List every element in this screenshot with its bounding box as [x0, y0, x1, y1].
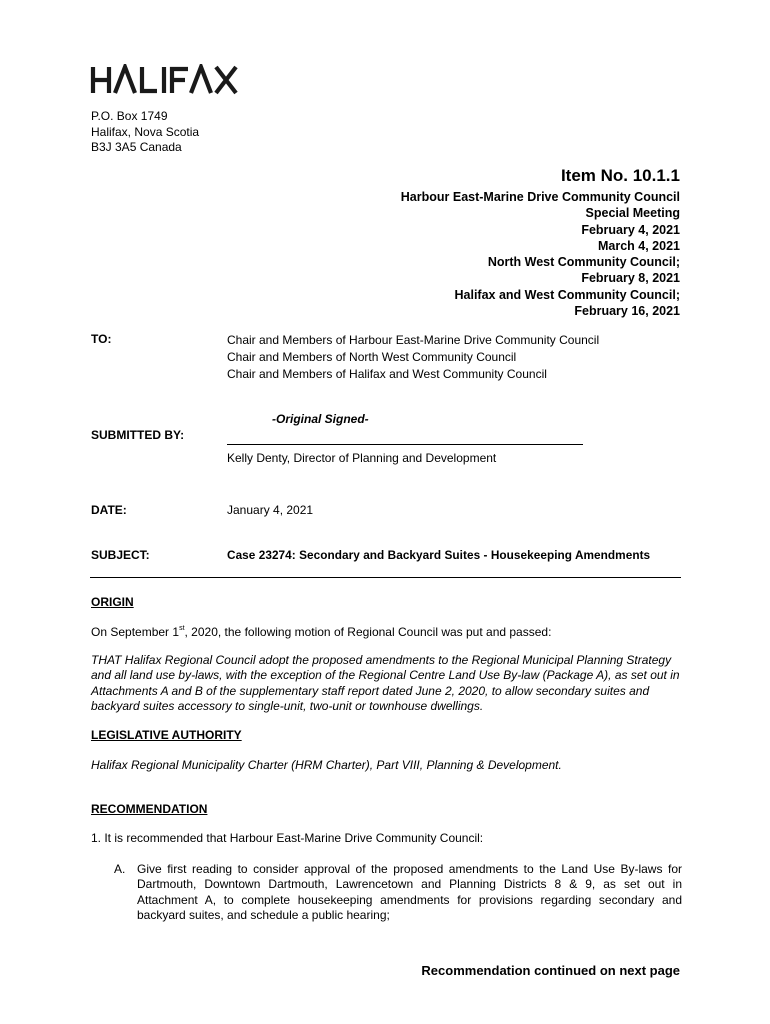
legislative-heading: LEGISLATIVE AUTHORITY: [91, 728, 242, 742]
header-divider: [90, 577, 681, 578]
to-recipients: [227, 332, 599, 383]
recipient-line: Chair and Members of Halifax and West Community Council: [227, 367, 547, 381]
recommendation-heading: RECOMMENDATION: [91, 802, 208, 816]
halifax-logo: [90, 64, 240, 96]
meeting-line: March 4, 2021: [598, 238, 680, 253]
meeting-line: February 16, 2021: [574, 304, 680, 319]
origin-intro: [91, 625, 683, 640]
mailing-address: [91, 109, 199, 156]
submitter-name: Kelly Denty, Director of Planning and Development: [227, 451, 497, 465]
subject-value: Case 23274: Secondary and Backyard Suites - Housekeeping Amendments: [227, 548, 651, 562]
list-marker: A.: [114, 862, 126, 876]
meeting-line: Halifax and West Community Council;: [454, 287, 680, 302]
address-line: Halifax, Nova Scotia: [91, 124, 200, 139]
continued-note: Recommendation continued on next page: [421, 963, 680, 978]
recipient-line: Chair and Members of Harbour East-Marine Drive Community Council: [227, 333, 600, 347]
legislative-text: Halifax Regional Municipality Charter (HRM Charter), Part VIII, Planning & Development.: [91, 758, 562, 772]
signature-line: [227, 444, 583, 445]
meeting-line: February 8, 2021: [581, 271, 680, 286]
subject-label: SUBJECT:: [91, 548, 150, 562]
meeting-line: North West Community Council;: [487, 255, 680, 270]
meeting-list: [401, 189, 680, 319]
meeting-line: February 4, 2021: [581, 222, 680, 237]
origin-intro-text: , 2020, the following motion of Regional Council was put and passed:: [184, 625, 552, 639]
submitted-by-label: SUBMITTED BY:: [91, 428, 185, 442]
origin-heading: ORIGIN: [91, 595, 134, 609]
address-line: B3J 3A5 Canada: [91, 140, 182, 154]
recommendation-intro: 1. It is recommended that Harbour East-Marine Drive Community Council:: [91, 831, 484, 845]
date-label: DATE:: [91, 503, 127, 517]
recommendation-item-a: Give first reading to consider approval of the proposed amendments to the Land Use By-laws for Dartmouth, Downtown Dartmouth, Lawrencetown and Planning Districts 8 & 9, as set out in Attachment A, to complete housekeeping amendments for provisions regarding secondary and backyard suites, and schedule a public hearing;: [137, 862, 682, 922]
recipient-line: Chair and Members of North West Community Council: [227, 350, 517, 364]
meeting-line: Harbour East-Marine Drive Community Council: [400, 190, 680, 204]
origin-intro-text: On September 1: [91, 625, 180, 639]
ordinal-suffix: st: [179, 625, 185, 632]
to-label: TO:: [91, 332, 112, 346]
date-value: January 4, 2021: [227, 503, 314, 517]
address-line: P.O. Box 1749: [91, 109, 168, 123]
council-motion: THAT Halifax Regional Council adopt the proposed amendments to the Regional Municipal Planning Strategy and all land use by-laws, with the exception of the Regional Centre Land Use By-law (Package A), as set out in Attachments A and B of the supplementary staff report dated June 2, 2020, to allow secondary suites and backyard suites accessory to single-unit, two-unit or townhouse dwellings.: [91, 653, 680, 713]
meeting-line: Special Meeting: [585, 206, 680, 221]
item-number: Item No. 10.1.1: [560, 166, 680, 185]
original-signed-note: -Original Signed-: [272, 412, 369, 426]
